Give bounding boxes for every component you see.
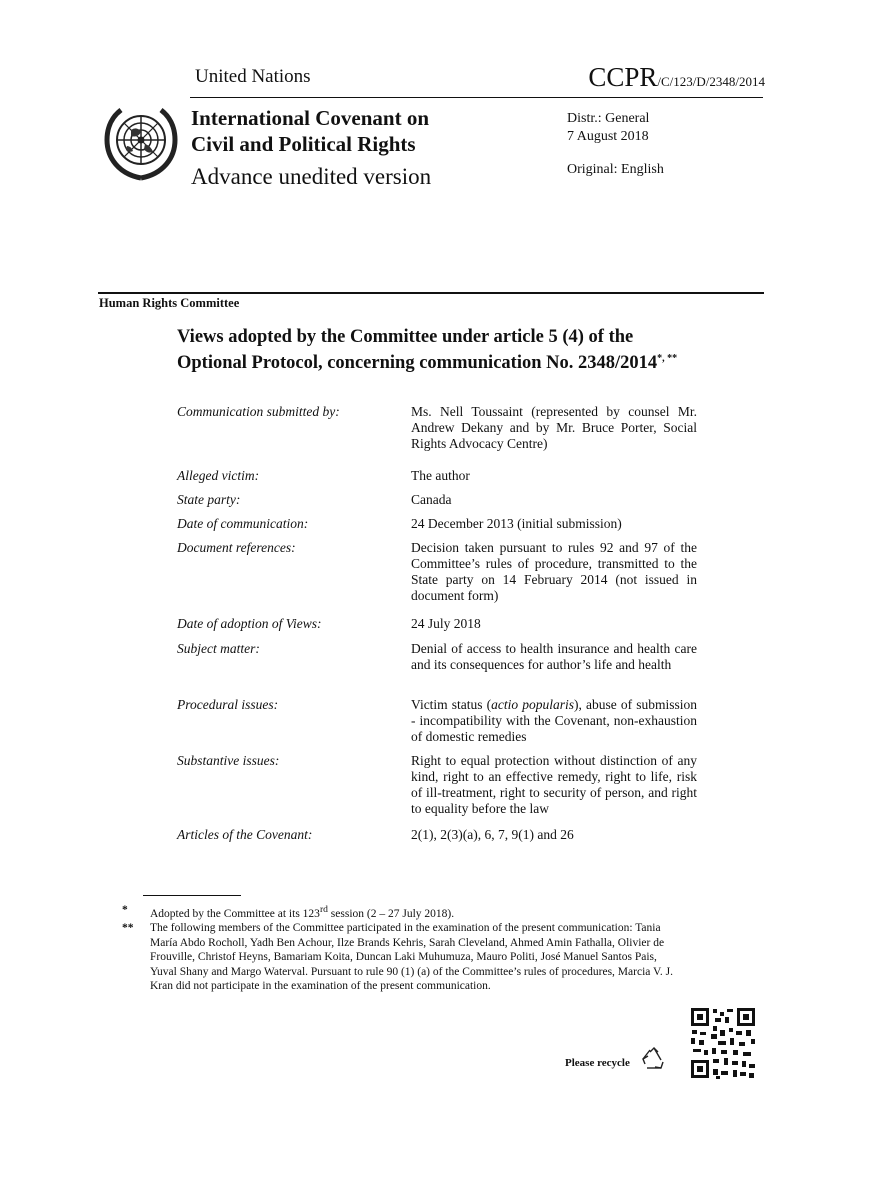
- footnote-text-sup: rd: [319, 904, 328, 915]
- meta-label: Date of adoption of Views:: [177, 616, 322, 631]
- views-title-marks: *, **: [657, 353, 678, 364]
- meta-row-state-party: [177, 492, 697, 516]
- meta-value: Right to equal protection without distinction of any kind, right to an effective remedy, right to life, risk of ill-treatment, right to security of person, and right to equality before the law: [411, 753, 697, 816]
- meta-row-procedural-issues: [177, 697, 697, 753]
- meta-row-date-of-adoption: [177, 616, 697, 641]
- header-rule: [190, 97, 763, 98]
- footnote-text-part: Adopted by the Committee at its 123: [150, 907, 320, 920]
- meta-label: Communication submitted by:: [177, 404, 340, 419]
- footnotes: [122, 903, 678, 994]
- meta-label: Subject matter:: [177, 641, 260, 656]
- meta-value: Denial of access to health insurance and health care and its consequences for author’s life and health: [411, 641, 697, 672]
- footnote-text: The following members of the Committee participated in the examination of the present communication: Tania María Abdo Rocholl, Yadh Ben Achour, Ilze Brands Kehris, Sarah Cleveland, Ahmed Amin Fathalla, Olivier de Frouville, Christof Heyns, Bamariam Koita, Duncan Laki Muhumuza, Mauro Politi, José Manuel Santos Pais, Yuval Shany and Margo Waterval. Pursuant to rule 90 (1) (a) of the Committee’s rules of procedures, Marcia V. J. Kran did not participate in the examination of the present communication.: [150, 922, 673, 993]
- covenant-title-line1: International Covenant on: [191, 106, 430, 130]
- meta-label: Articles of the Covenant:: [177, 827, 313, 842]
- meta-row-document-references: [177, 540, 697, 616]
- meta-row-substantive-issues: [177, 753, 697, 827]
- organization-name: United Nations: [195, 66, 311, 87]
- issue-date: 7 August 2018: [567, 129, 649, 144]
- meta-value: Ms. Nell Toussaint (represented by counsel Mr. Andrew Dekany and by Mr. Bruce Porter, Social Rights Advocacy Centre): [411, 404, 697, 451]
- meta-value: Decision taken pursuant to rules 92 and 97 of the Committee’s rules of procedure, transmitted to the State party on 14 February 2014 (not issued in document form): [411, 540, 697, 603]
- meta-label: Date of communication:: [177, 516, 309, 531]
- symbol-rest: /C/123/D/2348/2014: [657, 74, 765, 89]
- footnote-text-part: session (2 – 27 July 2018).: [327, 907, 455, 920]
- footnote: [122, 921, 678, 994]
- views-title: [177, 327, 697, 374]
- meta-label: Document references:: [177, 540, 296, 555]
- covenant-title-line2: Civil and Political Rights: [191, 132, 416, 156]
- distribution: Distr.: General: [567, 111, 650, 126]
- meta-value: The author: [411, 468, 470, 483]
- recycle-label: Please recycle: [565, 1057, 630, 1069]
- meta-label: Procedural issues:: [177, 697, 279, 712]
- covenant-title: [191, 105, 429, 157]
- recycle-icon: [641, 1046, 667, 1072]
- meta-row-articles: [177, 827, 697, 849]
- section-rule: [98, 292, 764, 294]
- distribution-block: [567, 110, 649, 146]
- meta-value: 24 December 2013 (initial submission): [411, 516, 622, 531]
- meta-row-submitted-by: [177, 404, 697, 468]
- footnote-rule: [143, 895, 241, 896]
- meta-value: Canada: [411, 492, 452, 507]
- meta-label: Substantive issues:: [177, 753, 280, 768]
- committee-name: Human Rights Committee: [99, 296, 240, 310]
- meta-label: Alleged victim:: [177, 468, 260, 483]
- meta-row-alleged-victim: [177, 468, 697, 492]
- footnote: [122, 903, 678, 921]
- footnote-mark: **: [122, 922, 134, 935]
- metadata-table: [177, 404, 697, 849]
- meta-value-italic: actio popularis: [491, 697, 575, 712]
- symbol-main: CCPR: [588, 62, 658, 92]
- meta-label: State party:: [177, 492, 241, 507]
- meta-value-part: ), abuse of submission - incompatibility with the Covenant, non-exhaustion of domestic remedies: [411, 697, 697, 744]
- document-symbol: [588, 62, 765, 93]
- footnote-mark: *: [122, 904, 128, 916]
- original-language: Original: English: [567, 162, 664, 177]
- meta-row-subject-matter: [177, 641, 697, 697]
- meta-value-part: Victim status (: [411, 697, 492, 712]
- footnote-text: [150, 903, 678, 921]
- meta-value: [411, 697, 697, 753]
- views-title-text: Views adopted by the Committee under article 5 (4) of the Optional Protocol, concerning communication No. 2348/2014: [177, 327, 658, 374]
- meta-row-date-of-communication: [177, 516, 697, 540]
- meta-value: 2(1), 2(3)(a), 6, 7, 9(1) and 26: [411, 827, 574, 842]
- qr-code-icon: [689, 1006, 757, 1080]
- meta-value: 24 July 2018: [411, 616, 481, 631]
- un-emblem-icon: [101, 102, 181, 182]
- version-label: Advance unedited version: [191, 164, 432, 189]
